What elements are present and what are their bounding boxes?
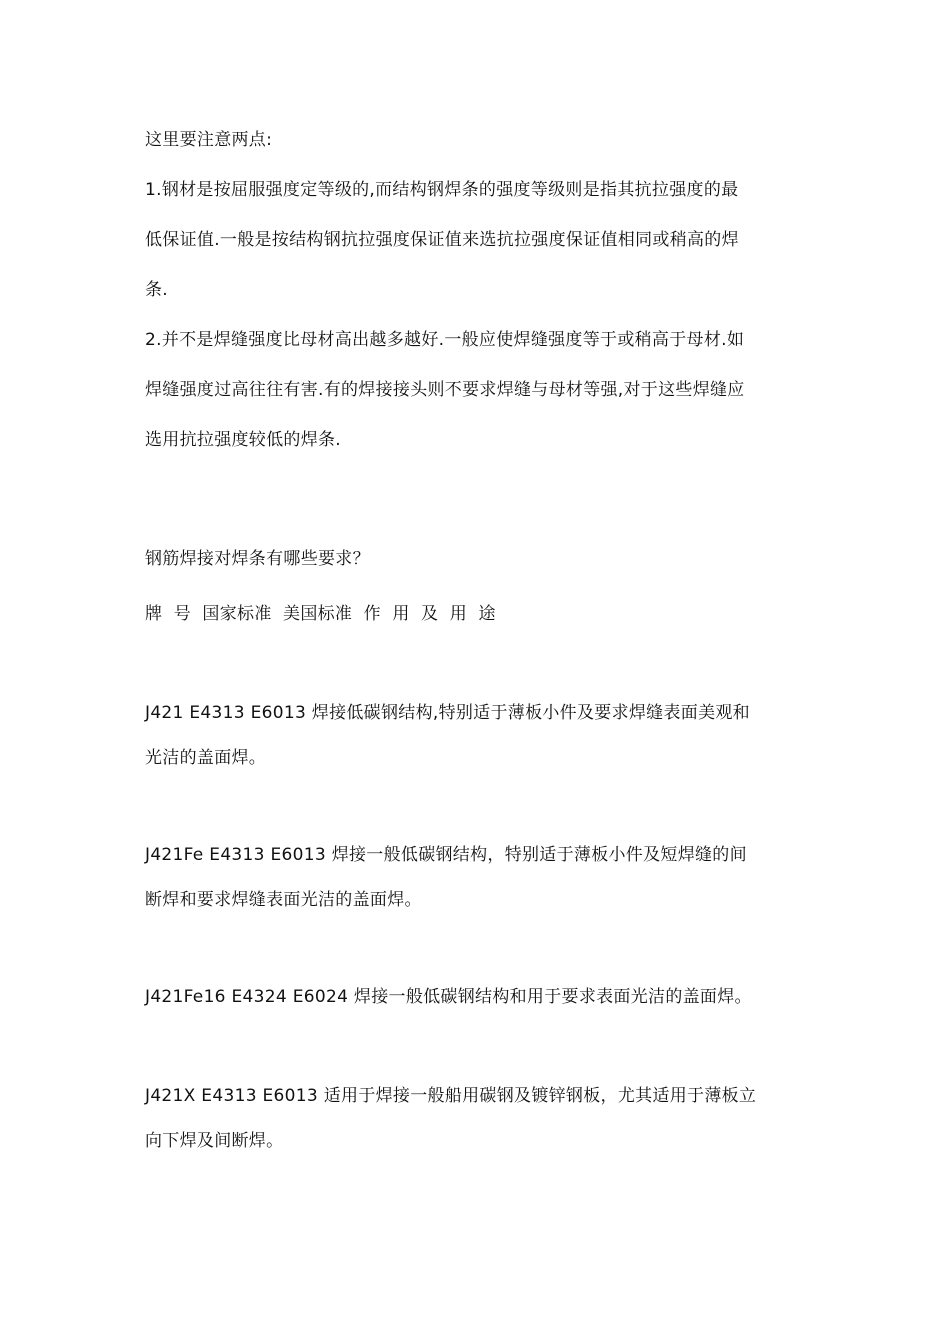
entry-j421fe-line1: J421Fe E4313 E6013 焊接一般低碳钢结构，特别适于薄板小件及短焊缝的间 bbox=[145, 845, 747, 865]
section-question: 钢筋焊接对焊条有哪些要求？ bbox=[145, 549, 370, 569]
point2-line1: 2.并不是焊缝强度比母材高出越多越好.一般应使焊缝强度等于或稍高于母材.如 bbox=[145, 330, 745, 350]
intro-text: 这里要注意两点: bbox=[145, 130, 273, 150]
point2-line3: 选用抗拉强度较低的焊条. bbox=[145, 430, 342, 450]
table-header: 牌 号 国家标准 美国标准 作 用 及 用 途 bbox=[145, 604, 496, 624]
point1-line2: 低保证值.一般是按结构钢抗拉强度保证值来选抗拉强度保证值相同或稍高的焊 bbox=[145, 230, 739, 250]
point2-line2: 焊缝强度过高往往有害.有的焊接接头则不要求焊缝与母材等强,对于这些焊缝应 bbox=[145, 380, 745, 400]
point1-line3: 条. bbox=[145, 280, 169, 300]
entry-j421fe-line2: 断焊和要求焊缝表面光洁的盖面焊。 bbox=[145, 890, 422, 910]
entry-j421-line2: 光洁的盖面焊。 bbox=[145, 748, 267, 768]
entry-j421fe16-line1: J421Fe16 E4324 E6024 焊接一般低碳钢结构和用于要求表面光洁的盖面焊。 bbox=[145, 987, 752, 1007]
point1-line1: 1.钢材是按屈服强度定等级的,而结构钢焊条的强度等级则是指其抗拉强度的最 bbox=[145, 180, 739, 200]
entry-j421-line1: J421 E4313 E6013 焊接低碳钢结构,特别适于薄板小件及要求焊缝表面美观和 bbox=[145, 703, 750, 723]
entry-j421x-line2: 向下焊及间断焊。 bbox=[145, 1131, 284, 1151]
entry-j421x-line1: J421X E4313 E6013 适用于焊接一般船用碳钢及镀锌钢板，尤其适用于薄板立 bbox=[145, 1086, 757, 1106]
